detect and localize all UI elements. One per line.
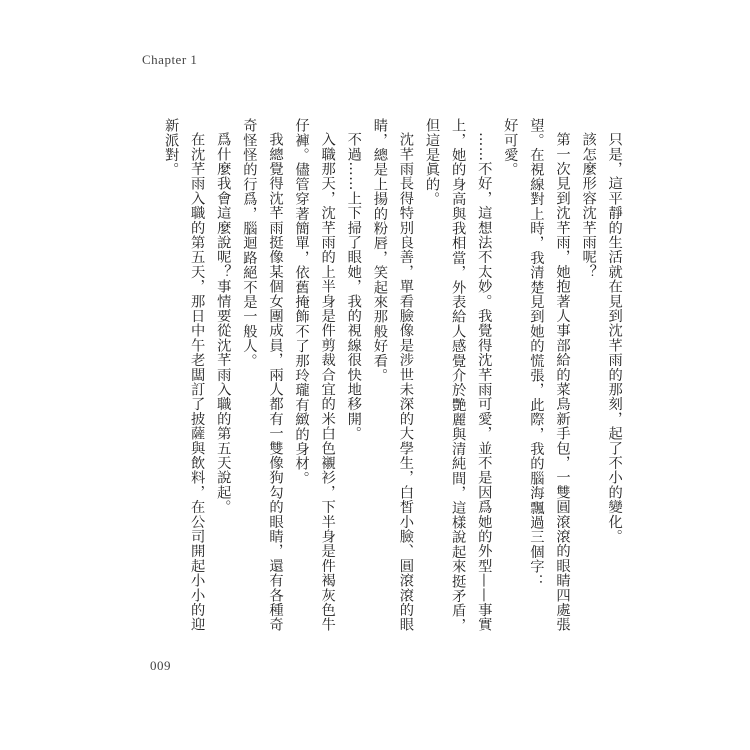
page-number: 009 (150, 658, 171, 673)
paragraph: 沈芊雨長得特別良善，單看臉像是涉世未深的大學生，白皙小臉、圓滾滾的眼睛，總是上揚的粉唇，笑起來那般好看。 (371, 118, 414, 633)
paragraph: 不過……上下掃了眼她，我的視線很快地移開。 (345, 132, 362, 441)
vertical-text-column (158, 118, 628, 638)
paragraph: 只是，這平靜的生活就在見到沈芊雨的那刻，起了不小的變化。 (606, 132, 623, 544)
paragraph: 該怎麼形容沈芊雨呢？ (580, 132, 597, 280)
paragraph: 在沈芊雨入職的第五天，那日中午老闆訂了披薩與飲料，在公司開起小小的迎新派對。 (163, 118, 206, 633)
paragraph: 入職那天，沈芊雨的上半身是件剪裁合宜的米白色襯衫，下半身是件褐灰色牛仔褲。儘管穿著簡單，依舊掩飾不了那玲瓏有緻的身材。 (293, 118, 336, 633)
paragraph: 好可愛。 (502, 118, 519, 177)
running-head: Chapter 1 (142, 52, 198, 67)
body-text-block (158, 118, 623, 638)
paragraph: 爲什麼我會這麼說呢？事情要從沈芊雨入職的第五天說起。 (215, 132, 232, 515)
paragraph: 我總覺得沈芊雨挺像某個女團成員，兩人都有一雙像狗勾的眼睛，還有各種奇奇怪怪的行爲，腦迴路絕不是一般人。 (241, 118, 284, 633)
paragraph: 第一次見到沈芊雨，她抱著人事部給的菜鳥新手包，一雙圓滾滾的眼睛四處張望。在視線對上時，我清楚見到她的慌張，此際，我的腦海飄過三個字： (528, 118, 571, 633)
paragraph: ……不好，這想法不太妙。我覺得沈芊雨可愛，並不是因爲她的外型——事實上，她的身高與我相當，外表給人感覺介於艷麗與清純間，這樣說起來挺矛盾，但這是眞的。 (424, 118, 493, 633)
